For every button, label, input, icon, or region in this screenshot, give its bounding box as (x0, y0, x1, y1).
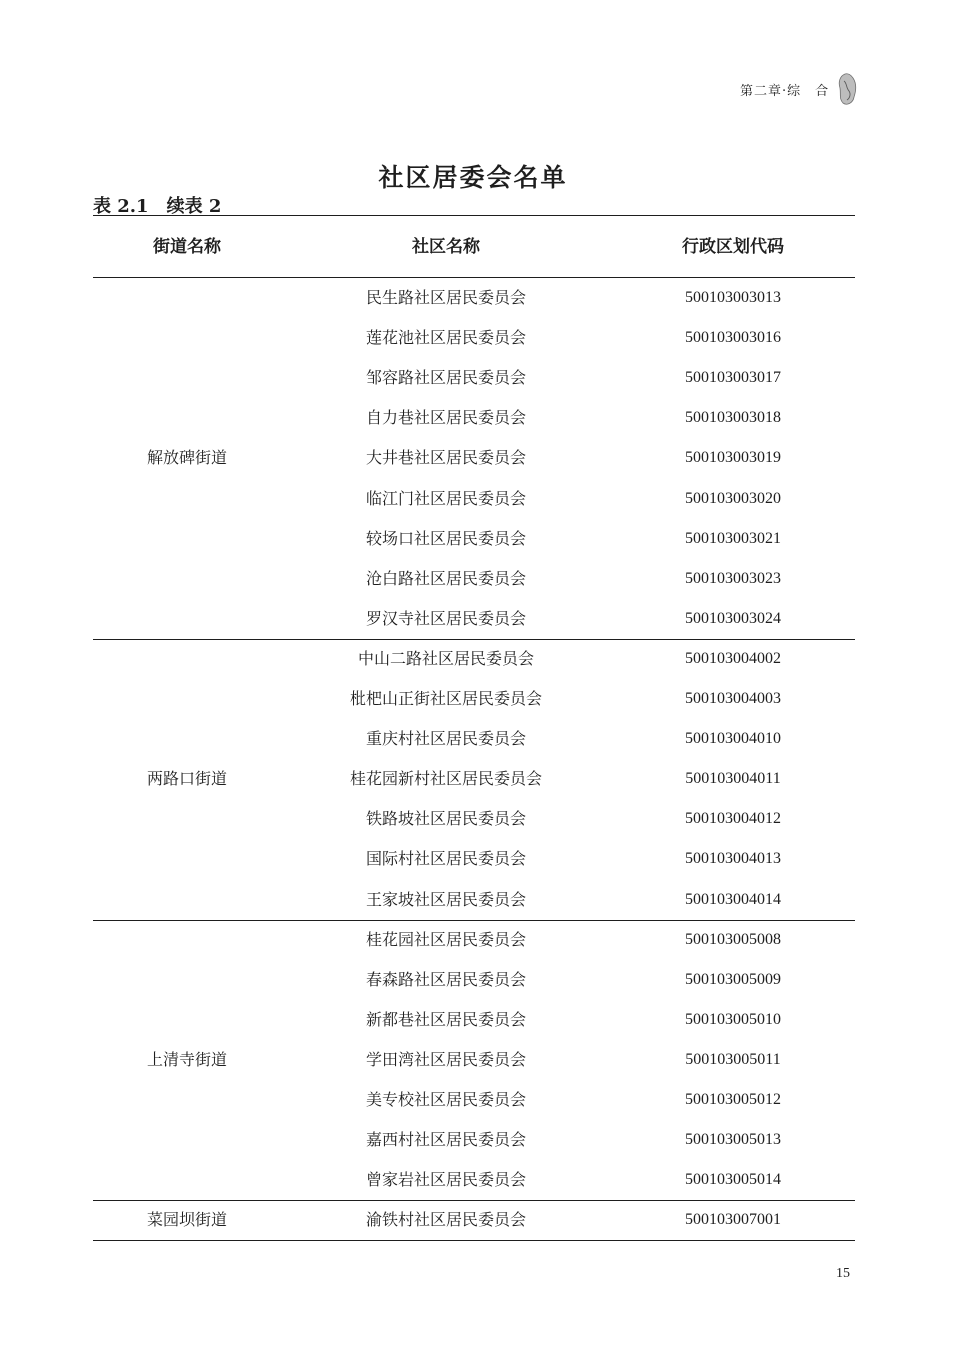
division-code: 500103004003 (685, 690, 781, 707)
street-name: 上清寺街道 (146, 1049, 227, 1069)
community-name: 邹容路社区居民委员会 (365, 368, 526, 388)
header-street: 街道名称 (153, 237, 221, 257)
division-code: 500103004013 (685, 850, 781, 868)
community-name: 枇杷山正街社区居民委员会 (349, 689, 542, 708)
page-number: 15 (836, 1266, 850, 1281)
community-name: 较场口社区居民委员会 (365, 528, 526, 548)
community-name: 桂花园新村社区居民委员会 (349, 769, 542, 789)
community-name: 王家坡社区居民委员会 (365, 889, 526, 909)
community-name: 嘉西村社区居民委员会 (365, 1130, 526, 1150)
header-code: 行政区划代码 (682, 237, 784, 257)
division-code: 500103003024 (685, 609, 781, 627)
community-name: 铁路坡社区居民委员会 (365, 809, 526, 829)
community-name: 重庆村社区居民委员会 (365, 729, 526, 749)
community-name: 沧白路社区居民委员会 (365, 568, 526, 588)
community-name: 大井巷社区居民委员会 (365, 448, 526, 468)
division-code: 500103003016 (685, 329, 781, 347)
community-name: 新都巷社区居民委员会 (365, 1009, 526, 1029)
community-name: 曾家岩社区居民委员会 (365, 1170, 526, 1190)
division-code: 500103005008 (685, 930, 781, 948)
division-code: 500103004002 (685, 649, 781, 667)
header-community: 社区名称 (412, 237, 480, 257)
division-code: 500103007001 (685, 1211, 781, 1229)
community-name: 学田湾社区居民委员会 (365, 1049, 526, 1069)
division-code: 500103003018 (685, 409, 781, 427)
division-code: 500103005009 (685, 970, 781, 988)
division-code: 500103005011 (685, 1050, 781, 1068)
division-code: 500103004010 (685, 730, 781, 748)
division-code: 500103004014 (685, 890, 781, 908)
page-title: 社区居委会名单 (378, 163, 568, 192)
division-code: 500103003013 (685, 289, 781, 306)
community-name: 民生路社区居民委员会 (365, 288, 526, 307)
division-code: 500103005010 (685, 1010, 781, 1028)
community-name: 国际村社区居民委员会 (365, 849, 526, 869)
street-name: 两路口街道 (146, 769, 227, 789)
community-name: 中山二路社区居民委员会 (357, 648, 534, 668)
division-code: 500103005014 (685, 1171, 781, 1189)
table-caption: 表 2.1 续表 2 (93, 196, 222, 217)
running-header: 第二章·综 合 (740, 84, 830, 99)
community-name: 临江门社区居民委员会 (365, 488, 526, 508)
street-name: 菜园坝街道 (146, 1210, 227, 1230)
community-name: 莲花池社区居民委员会 (365, 328, 526, 348)
community-name: 春森路社区居民委员会 (365, 969, 526, 989)
community-name: 渝铁村社区居民委员会 (365, 1210, 526, 1230)
division-code: 500103003019 (685, 449, 781, 467)
community-name: 自力巷社区居民委员会 (365, 408, 526, 428)
division-code: 500103005013 (685, 1131, 781, 1149)
division-code: 500103003017 (685, 369, 781, 387)
chapter-ornament-icon (836, 72, 858, 106)
division-code: 500103003023 (685, 569, 781, 587)
community-name: 美专校社区居民委员会 (365, 1090, 526, 1109)
street-name: 解放碑街道 (146, 448, 227, 468)
division-code: 500103003021 (685, 529, 781, 547)
table-top-rule (93, 215, 855, 216)
table-bottom-rule (93, 1240, 855, 1241)
division-code: 500103004012 (685, 810, 781, 828)
community-name: 罗汉寺社区居民委员会 (365, 608, 526, 628)
division-code: 500103003020 (685, 489, 781, 507)
division-code: 500103005012 (685, 1091, 781, 1108)
community-name: 桂花园社区居民委员会 (365, 929, 526, 949)
division-code: 500103004011 (685, 770, 781, 788)
